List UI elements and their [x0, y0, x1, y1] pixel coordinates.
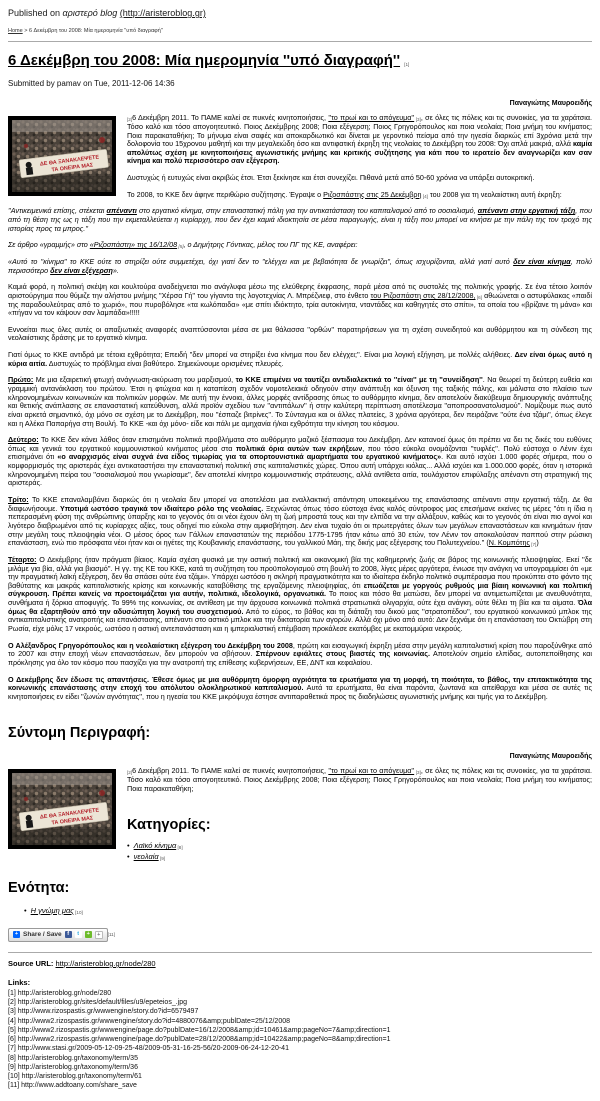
- footnote-ref[interactable]: [3]: [414, 117, 421, 123]
- footnote-number: [10]: [8, 1073, 22, 1081]
- footnote-ref[interactable]: [3]: [414, 770, 421, 776]
- footnote-url: http://www2.rizospastis.gr/wwwengine/page.do?publDate=16/12/2008&amp;id=10461&amp;pageNo=7&amp;direction=1: [17, 1026, 391, 1034]
- text-run: «Αυτό το "κίνημα" το ΚΚΕ ούτε το στηρίζει ούτε συμμετέχει, όχι γιατί δεν το "ελέγχει και με βεβαιότητα δε γνωρίζει", όπως ισχυρίζονται, αλλά γιατί αυτό: [8, 256, 514, 266]
- links-list: [8, 989, 592, 1091]
- footnote-url: http://www2.rizospastis.gr/wwwengine/page.do?publDate=28/12/2008&amp;id=10422&amp;pageNo=8&amp;direction=1: [17, 1036, 391, 1044]
- taxonomy-link[interactable]: Η γνώμη μας: [30, 905, 74, 915]
- paragraph: [8, 496, 592, 548]
- list-item: [12, 852, 592, 862]
- footnote-url-line: [8, 1017, 592, 1026]
- footnote-ref[interactable]: [9]: [158, 855, 166, 861]
- text-run: Το 2008, το ΚΚΕ δεν άφηνε περιθώριο συζήτησης. Έγραψε ο: [127, 189, 324, 199]
- footnote-url: http://aristeroblog.gr/taxonomy/term/35: [17, 1054, 138, 1062]
- footnote-url-line: [8, 998, 592, 1007]
- footnote-ref[interactable]: [2]: [127, 770, 133, 776]
- text-run: Αυτά τα ερωτήματα, θα είναι παρόντα, ζωντανά και απείθαρχα και μέσα σε αυτές τις κινητοποιήσεις εν είδει ''ζωνών αγνότητας'', που η ηγεσία του ΚΚΕ μικρόψυχα έστησε αντιπαραθετικά προς τις διαδηλώσεις αγωνιστικής μνήμης και τιμής για το Δεκέμβρη.: [8, 683, 592, 701]
- text-run: καμία απολύτως σχέση με κινητοποιήσεις αγωνιστικής μνήμης και κριτικής συζήτησης για κάτι που το ιερατείο δεν αναγνωρίζει καν σαν κίνημα και πολύ περισσότερο σαν εξέγερση.: [127, 139, 592, 166]
- paragraph: [8, 241, 592, 250]
- taxonomy-link[interactable]: νεολαία: [133, 851, 159, 861]
- paragraph: [8, 207, 592, 233]
- text-run: Το ΚΚΕ δεν κάνει λάθος όταν επισημάνει πολιτικά προβλήματα στο αυθόρμητο μαζικό ξέσπασμα του Δεκέμβρη. Δεν κατανοεί όμως ότι πρέπει να δει τις δικές του ευθύνες όπως και γενικά του εργατικού κομμουνιστικού κινήματος μέσα στα: [8, 435, 592, 453]
- article-author: Παναγιώτης Μαυροειδής: [509, 100, 592, 108]
- footnote-ref[interactable]: [5]: [177, 244, 184, 250]
- footnote-ref[interactable]: [7]: [529, 542, 537, 548]
- text-run: Το ποιος και πόσο θα ματώσει, δεν μπορεί να αντιμετωπίζεται με ανευθυνότητα, συνθήματα ή ξόρκια αποφυγής. Το 99% της κοινωνίας, σε αντίθεση με την άρχουσα κοινωνικά πολιτικά στρατιωτικά ολιγαρχία, ούτε έχει ανάγκη, ούτε θέλει τη βία και τα αίματα.: [8, 589, 592, 608]
- footnote-url: http://www.stasi.gr/2009-05-12-09-25-48/2009-05-31-16-25-56/20-2009-06-24-12-20-41: [17, 1045, 289, 1053]
- footnote-ref[interactable]: [10]: [73, 909, 83, 915]
- text-run: , σε όλες τις πόλεις και τις συνοικίες, για τα χαράτσια. Τόσο καλό και τόσο απογοητευτικό. Ποιος Δεκέμβρης 2008; Ποια εξέγερση; Ποιος Γρηγορόπουλος και ποια νεολαία; Ποια μνήμη του κινήματος; Ποια παρακαταθήκη;: [127, 766, 592, 793]
- source-url-label: Source URL:: [8, 958, 54, 968]
- text-run: 6 Δεκέμβρη 2011. Το ΠΑΜΕ καλεί σε πυκνές κινητοποιήσεις,: [132, 113, 329, 123]
- article-title-link[interactable]: 6 Δεκέμβρη του 2008: Μία ημερομηνία ''υπό διαγραφή'': [8, 52, 401, 69]
- twitter-icon[interactable]: t: [75, 931, 82, 938]
- footnote-url: http://aristeroblog.gr/node/280: [17, 989, 112, 997]
- text-run: Ο Δεκέμβρης δεν έδωσε τις απαντήσεις. Έθεσε όμως με μια αυθόρμητη όμορφη αγριότητα τα ερωτήματα για τη μορφή, τη ποιότητα, το βάθος, την επιτακτικότητα της κοινωνικής επανάστασης στην εποχή του απόλυτου ολοκληρωτικού καπιταλισμού.: [8, 674, 592, 693]
- text-run: Από το εύρος, το βάθος και τη διάταξη του δικού μας ''στρατοπέδου'', του εργατικού κοινωνικού μπλοκ της αντικαπιταλιστικής ανατροπής και επανάστασης, απέναντι στο αστικό μπλοκ και την δικτατορία των αγορών. Αλλά όχι μόνο από αυτό: Δεν ξεχνάμε ότι η επανάσταση του Οκτώβρη στη Ρωσία, είχε μόλις 17 νεκρούς, ωστόσο η αστική αντεπανάσταση και η ιμπεριαλιστική επέμβαση προκάλεσε εκατόμβες με εκατομμύρια νεκρούς.: [8, 606, 592, 633]
- inline-link[interactable]: ''το πρωί και το απόγευμα'': [328, 766, 415, 776]
- text-run: Ξεχνώντας όπως τόσο εύστοχα ένας καλός σύντροφος μας επεσήμανε εκείνες τις μέρες ''ότι η ίδια η πεπερασμένη φύση της ανθρώπινης ύπαρξης και το γεγονός ότι οι νέοι έχουν όλη τη ζωή μπροστά τους και την ελπίδα να την αλλάξουν, καθώς και το γεγονός ότι είναι πιο αγνοί και λιγότερο διαβρωμένοι από τις κυρίαρχες αξίες, τους οδηγεί πιο εύκολα στην αμφισβήτηση. Δεν είναι τυχαίο ότι οι πρωτεργάτες όλων των μεγάλων επαναστάσεων και κινημάτων ήταν στην μεγάλη τους πλειοψηφία νέοι. Ο μέσος όρος των Γάλλων επαναστατών της περιόδου 1775-1795 ήταν κάτω από 30 ετών, τον Λένιν τον αποκαλούσαν παππού στην ρώσικη επανάσταση, ενώ πιο πρόσφατα νέοι ήταν και οι ηγέτες της Κουβανικής επανάστασης, του γαλλικού Μάη, της δικής μας εξέγερσης του Πολυτεχνείου.'' (: [8, 503, 592, 548]
- text-run: Ο Αλέξανδρος Γρηγορόπουλος και η νεολαιίστικη εξέγερση του Δεκέμβρη του 2008: [8, 640, 293, 650]
- text-run: , που από τη θέση της ως η τάξη που την εκμεταλλεύεται η κυρίαρχη, που δεν έχει καμιά ιδιοκτησία σε μέσα παραγωγής, είναι η τάξη που μπορεί να κινήσει με την πάλη της τον τροχό της ιστορίας προς τα μπρος.'': [8, 206, 593, 233]
- text-run: ».: [112, 265, 119, 275]
- source-url-line: [8, 959, 592, 968]
- text-run: . Και αυτό ισχύει 1.000 φορές σήμερα, που ο κομφορμισμός της αριστεράς έχει αντικαταστήσει την επαναστατική πολιτική στις καπιταλιστικές χώρες. Όπου αυτή υπάρχει κιόλας... Αλλά ισχύει και 1.000.000 φορές, όταν η ιστορικά κληρονομημένη πείρα του ''σοσιαλισμού που γνωρίσαμε'', δεν αποτελεί κίνητρο κομμουνιστικής στράτευσης, αλλά αντίθετα αιτία, τουλάχιστον επιφύλαξης απέναντι στη στρατηγική της αριστεράς.: [8, 452, 592, 488]
- more-services-icon[interactable]: +: [95, 931, 103, 939]
- footnote-number: [11]: [8, 1082, 22, 1090]
- footnote-number: [4]: [8, 1017, 18, 1025]
- list-item: [24, 906, 592, 916]
- text-run: πολιτικά όρια αυτών των εκρήξεων: [236, 443, 363, 453]
- inline-link[interactable]: Ν. Κομπότης: [488, 538, 530, 548]
- page-title: [8, 52, 592, 69]
- paragraph: [8, 556, 592, 634]
- text-run: , πρώτη και εισαγωγική έκρηξη μέσα στην μεγάλη καπιταλιστική κρίση που παροξύνθηκε από το 2007 και στην εποχή νέων επαναστάσεων, δεν μπορούν να σβήσουν.: [8, 640, 592, 659]
- breadcrumb: [8, 28, 592, 34]
- text-run: Ο Δεκέμβρης ήταν πράγματι βίαιος. Καμία σχέση φυσικά με την αστική πολιτική και οικονομική βία της καθημερινής ζωής σε βάρος της κοινωνικής πλειοψηφίας. Εκεί ''δε μιλάμε για βία, αλλά για βιασμό''. Η γγ. της ΚΕ του ΚΚΕ, κατά τη συζήτηση του προϋπολογισμού στη βουλή το 2008, λίγες μέρες αργότερα, ένιωσε την ανάγκη να υπογραμμίσει ότι «με την πραγματική λαϊκή εξέγερση, δεν θα σπάσει ούτε ένα τζάμι». Υπάρχει ωστόσο η σκληρή πραγματικότητα και το ιδιαίτερα έκδηλο πολιτικό συμπέρασμα που προκύπτει στο φόντο της βαθύτατης και μακράς καπιταλιστικής κρίσης και κοινωνικής καταβύθισης της εργαζόμενης πλειοψηφίας, ότι: [8, 554, 592, 590]
- footnote-url-line: [8, 1044, 592, 1053]
- text-run: Δυστυχώς το πρόβλημα είναι βαθύτερο. Σημειώνουμε ορισμένες πλευρές.: [47, 358, 284, 368]
- published-line: [8, 8, 592, 18]
- share-green-icon[interactable]: +: [86, 931, 90, 938]
- footnote-number: [3]: [8, 1008, 18, 1016]
- inline-link[interactable]: ''το πρωί και το απόγευμα'': [328, 113, 415, 123]
- breadcrumb-current: > 6 Δεκέμβρη του 2008: Μία ημερομηνία ''υπό διαγραφή'': [22, 28, 163, 34]
- text-run: , ο Δημήτρης Γόντικας, μέλος του ΠΓ της ΚΕ, αναφέρει:: [183, 240, 358, 250]
- footnote-url: http://aristeroblog.gr/taxonomy/term/61: [21, 1073, 142, 1081]
- text-run: Τρίτο:: [8, 495, 29, 505]
- text-run: ''Αντικειμενικά επίσης, στέκεται: [8, 206, 107, 216]
- footnote-url-line: [8, 1081, 592, 1090]
- footnote-url-line: [8, 1054, 592, 1063]
- text-run: Όλα όμως θα εξαρτηθούν από την αδυσώπητη λογική του συσχετισμού.: [8, 598, 592, 616]
- summary-heading: Σύντομη Περιγραφή:: [8, 725, 151, 742]
- inline-link[interactable]: του Ριζοσπάστη στις 28/12/2008,: [370, 290, 476, 300]
- protest-photo: [8, 769, 116, 849]
- footnote-number: [9]: [8, 1063, 18, 1071]
- text-run: απέναντι: [106, 206, 137, 216]
- footnote-url-line: [8, 1026, 592, 1035]
- footnote-number: [8]: [8, 1054, 18, 1062]
- published-prefix: Published on: [8, 8, 63, 18]
- protest-photo: [8, 116, 116, 196]
- text-run: το ΚΚΕ επιμένει να ταυτίζει αντιδιαλεκτικά το ''είναι'' με τη ''συνείδηση'': [235, 375, 483, 385]
- text-run: Υποτιμά ωστόσο τραγικά τον ιδιαίτερο ρόλο της νεολαίας.: [59, 503, 264, 513]
- site-name: αριστερό blog: [62, 8, 118, 18]
- footnote-ref[interactable]: [11]: [107, 932, 115, 938]
- footnote-url: http://aristeroblog.gr/taxonomy/term/36: [17, 1063, 138, 1071]
- paragraph: [8, 642, 592, 668]
- facebook-icon[interactable]: f: [65, 931, 72, 938]
- footnote-url-line: [8, 1035, 592, 1044]
- text-run: αθωώνεται ο αστυφύλακας «παιδί της παραδουλεύτρας από το χωριό», που πυροβόλησε «τα κωλόπαιδα» «με σπίτι ιδιόκτητο, τρία αυτοκίνητα, νταντάδες και καθηγητές στο σπίτι», τα οποία του «βρίζανε τη μάνα» και «πήγαν να τον κάψουν σαν λαμπάδα»!!!!!: [8, 290, 592, 318]
- text-run: Πρώτο:: [8, 375, 34, 385]
- footnote-url-line: [8, 989, 592, 998]
- section-heading: Ενότητα:: [8, 879, 70, 896]
- text-run: δεν είναι εξέγερση: [50, 265, 113, 275]
- footnote-url: http://www.rizospastis.gr/wwwengine/story.do?id=6579497: [17, 1008, 199, 1016]
- taxonomy-link[interactable]: Λαϊκό κίνημα: [133, 841, 177, 851]
- inline-link[interactable]: «Ριζοσπάστη» της 16/12/08: [89, 240, 178, 250]
- footnote-url-line: [8, 1072, 592, 1081]
- footnote-number: [6]: [8, 1036, 18, 1044]
- footnote-ref[interactable]: [2]: [127, 117, 133, 123]
- paragraph: [8, 676, 592, 702]
- text-run: . Να θεωρεί τη δεύτερη ευθεία και γραμμική αντανάκλαση του πρώτου. Έτσι η φτώχεια και η καταπίεση σχεδόν νομοτελειακά οδηγούν στην ανάπτυξη και όξυνση της ταξικής πάλης, και μάλιστα στο πλαίσιο των κληρονομημένων κοινωνικών και πολιτικών μορφών. Με αυτή την έννοια, άλλες μορφές αντίδρασης όπως το αυθόρμητο κίνημα, δεν αποτελούν διακύβευμα δημιουργικής ανάπτυξης και θετικής ανάπλασης σε επαναστατική κατεύθυνση, αλλά προϊόν σχεδίου των ''αντιπάλων'' ή στην καλύτερη περίπτωση αποτέλεσμα ''αποπροσανατολισμού''. Νομίζουμε πως αυτό είναι αρκετά σημαντικό, όχι μόνο σε σχέση με το Δεκέμβρη, που ''έσπαζε βιτρίνες''. Το Σύνταγμα και οι άλλες πλατείες, 3 χρόνια αργότερα, δεν πειράζανε ''ούτε ένα τζάμι'', όπως έλεγε και η Αλέκα Παπαρήγα στη Βουλή. Το ΚΚΕ -και όχι μόνο- είδε και πάλι με αμηχανία ή/και εχθρότητα την κίνηση του κόσμου.: [8, 375, 592, 428]
- categories-heading: Κατηγορίες:: [127, 817, 211, 834]
- text-run: απέναντι στην εργατική τάξη: [477, 206, 576, 216]
- text-run: , πολύ περισσότερο: [8, 256, 593, 275]
- footnote-url: http://www.addtoany.com/share_save: [21, 1082, 137, 1090]
- footnote-ref[interactable]: [1]: [404, 62, 410, 67]
- inline-link[interactable]: Ριζοσπάστης στις 25 Δεκέμβρη: [323, 189, 422, 199]
- share-save-button[interactable]: [8, 928, 108, 942]
- paragraph: [8, 258, 592, 275]
- source-url-link[interactable]: http://aristeroblog.gr/node/280: [55, 958, 156, 968]
- footer-divider: [8, 952, 592, 953]
- text-run: Σε άρθρο «γραμμής» στο: [8, 240, 90, 250]
- paragraph: [8, 351, 592, 368]
- text-run: ): [536, 538, 539, 548]
- addtoany-plus-icon: +: [14, 931, 19, 938]
- summary-author: Παναγιώτης Μαυροειδής: [509, 753, 592, 761]
- text-run: Δυστυχώς ή ευτυχώς είναι ακριβώς έτσι. Έτσι ξεκίνησε και έτσι συνεχίζει. Πιθανά μετά από 50-60 χρόνια να υπάρξει αυτοκριτική.: [127, 173, 535, 183]
- paragraph: [8, 376, 592, 428]
- text-run: του 2008 για τη νεολαιίστικη αυτή έκρηξη:: [427, 189, 562, 199]
- breadcrumb-home-link[interactable]: Home: [8, 28, 23, 34]
- article-body: [8, 114, 592, 701]
- footnote-number: [1]: [8, 989, 18, 997]
- text-run: στο εργατικό κίνημα, στην επαναστατική πάλη για την αντικατάσταση του καπιταλισμού από το σοσιαλισμό,: [136, 206, 478, 216]
- links-heading: Links:: [8, 977, 31, 987]
- text-run: Αποτελούν σημείο ελπίδας, αυτοπεποίθησης και πρόκλησης για όλο τον κόσμο που πασχίζει για την ανατροπή της επίθεσης κυβερνήσεων, ΕΕ, ΔΝΤ και κεφαλαίου.: [8, 649, 592, 667]
- site-url-link[interactable]: (http://aristeroblog.gr): [119, 8, 206, 18]
- footnote-ref[interactable]: [8]: [176, 845, 183, 851]
- paragraph: [8, 326, 592, 343]
- footnote-ref[interactable]: [4]: [421, 193, 428, 199]
- text-run: Με μια εξαιρετική φτωχή ανάγνωση-ακύρωση του μαρξισμού,: [33, 375, 236, 385]
- text-run: δεν είναι κίνημα: [513, 256, 571, 266]
- text-run: επωάζεται με γοργούς ρυθμούς μια βίαιη κοινωνική και πολιτική σύγκρουση. Πρέπει κανείς να προετοιμάζεται για αυτήν, πολιτικά, ιδεολογικά, οργανωτικά.: [8, 580, 592, 599]
- text-run: Γιατί όμως το ΚΚΕ αντιδρά με τέτοια εχθρότητα; Επειδή ''δεν μπορεί να στηρίξει ένα κίνημα που δεν ελέγχει;''. Είναι μια λογική εξήγηση, με πολλές αλήθειες.: [8, 350, 515, 360]
- footnote-number: [2]: [8, 999, 18, 1007]
- text-run: Το ΚΚΕ επαναλαμβάνει διαρκώς ότι η νεολαία δεν μπορεί να αποτελέσει μια εναλλακτική απάντηση υποκειμένου της επανάστασης απέναντι στην εργατική τάξη. Δε θα διαφωνήσουμε.: [8, 495, 592, 513]
- text-run: , που τόσο εύκολα ονομάζονται ''τυφλές''. Πολύ εύστοχα ο Λένιν έχει επισημάνει ότι: [8, 443, 592, 462]
- paragraph: [8, 283, 592, 318]
- footnote-url-line: [8, 1063, 592, 1072]
- text-run: Καμιά φορά, η πολιτική σκέψη και κουλτούρα αναδείχνεται πιο ανάγλυφα μέσω της ελεύθερης έκφρασης, παρά μέσα από τις συστολές της πολιτικής γραφής. Σε ένα τέτοιο λοιπόν αριστούργημα που θύμιζε την αλήστου μνήμης ''Χέρσα Γή'' του γίγαντα της λογοτεχνίας Λ. Μπρέζνιεφ, στο ένθετο: [8, 282, 592, 300]
- text-run: 6 Δεκέμβρη 2011. Το ΠΑΜΕ καλεί σε πυκνές κινητοποιήσεις,: [132, 766, 329, 776]
- paragraph: [8, 436, 592, 488]
- share-save-label: Share / Save: [23, 931, 62, 939]
- submitted-line: Submitted by pamav on Tue, 2011-12-06 14:36: [8, 79, 175, 89]
- text-run: «ο αναρχισμός είναι συχνά ένα είδος τιμωρίας για τα οπορτουνιστικά αμαρτήματα του εργατικού κινήματος»: [57, 452, 442, 462]
- header-divider: [8, 41, 592, 42]
- footnote-ref[interactable]: [6]: [475, 294, 483, 300]
- text-run: , σε όλες τις πόλεις και τις συνοικίες, για τα χαράτσια. Τόσο καλό και τόσο απογοητευτικό. Ποιος Δεκέμβρης 2008; Ποια εξέγερση; Ποιος Γρηγορόπουλος και ποια νεολαία; Ποια μνήμη του κινήματος; Ποια παρακαταθήκη; Το μήνυμα είναι σαφές και αποκαρδιωτικό και δίνεται με γεροντικό πείσμα από την ηγεσία διαρκώς επί 3χρόνια μετά την δολοφονία του 15χρονου μαθητή και την μεγαλειώδη όσο και αντιφατική έκρηξη της νεολαίας το Δεκέμβρη του 2008: Όχι απλά μακριά, αλλά: [127, 113, 592, 149]
- text-run: Σπέρνουν εφιάλτες στους βιαστές της κοινωνίας.: [255, 649, 430, 659]
- footnote-url: http://aristeroblog.gr/sites/default/files/u9/epeteios_.jpg: [17, 999, 188, 1007]
- footnote-url: http://www2.rizospastis.gr/wwwengine/story.do?id=4880076&amp;publDate=25/12/2008: [17, 1017, 290, 1025]
- text-run: Εννοείται πως όλες αυτές οι απαξιωτικές αναφορές αναπτύσσονται μέσα σε μια θάλασσα ''ορθών'' παρατηρήσεων για τη σχέση συνειδητού και αυθόρμητου και τη σύνδεση της νεολαιίστικης δράσης με το εργατικό κίνημα.: [8, 324, 592, 343]
- summary-body: [8, 767, 592, 793]
- text-run: Δεν είναι όμως αυτό η κύρια αιτία.: [8, 350, 592, 368]
- text-run: Τέταρτο:: [8, 554, 37, 564]
- text-run: Δεύτερο:: [8, 435, 39, 445]
- section-list: [24, 906, 592, 916]
- share-row: [8, 928, 592, 942]
- footnote-number: [7]: [8, 1045, 18, 1053]
- footnote-number: [5]: [8, 1026, 18, 1034]
